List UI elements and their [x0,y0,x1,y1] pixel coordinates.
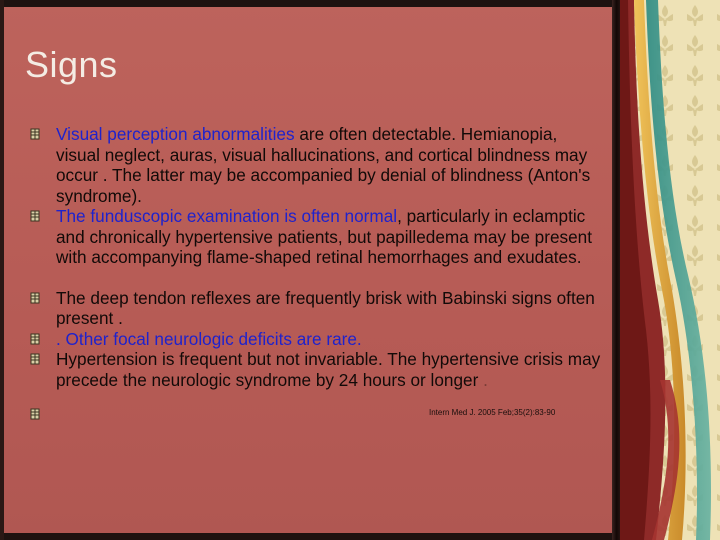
bullet-text: Hypertension is frequent but not invariable. The hypertensive crisis may precede the neurologic syndrome by 24 hours or longer [56,349,601,390]
reference-citation: Intern Med J. 2005 Feb;35(2):83-90 [429,408,556,417]
bullet-highlight: . Other focal neurologic deficits are rare. [56,328,362,349]
reference-item [30,406,602,428]
frame-left [0,0,4,540]
bullet-text: , particularly in eclamptic and chronically hypertensive patients, but papilledema may be present with accompanying flame-shaped retinal hemorrhages and exudates. [56,206,592,267]
bullet-spacer [30,268,602,288]
box-bullet-icon [30,128,40,140]
bullet-item [30,124,602,206]
bullet-item [30,288,602,329]
box-bullet-icon [30,210,40,222]
bullet-text: are often detectable. Hemianopia, visual neglect, auras, visual hallucinations, and cortical blindness may occur . The latter may be accompanied by denial of blindness (Anton's syndrome). [56,124,591,206]
slide-title: Signs [25,44,118,85]
bullet-trailing-period: . [478,369,488,390]
bullet-item [30,206,602,268]
box-bullet-icon [30,353,40,365]
frame-top [0,0,620,7]
bullet-text: The deep tendon reflexes are frequently brisk with Babinski signs often present . [56,287,595,328]
bullet-highlight: The funduscopic examination is often normal [56,206,398,226]
flame-swirl-decoration [620,0,720,540]
bullet-item [30,329,602,350]
box-bullet-icon [30,333,40,345]
bullet-list [30,124,602,428]
box-bullet-icon [30,292,40,304]
frame-bottom [0,533,620,540]
bullet-item [30,349,602,390]
bullet-highlight: Visual perception abnormalities [56,124,295,144]
box-bullet-icon [30,408,40,420]
